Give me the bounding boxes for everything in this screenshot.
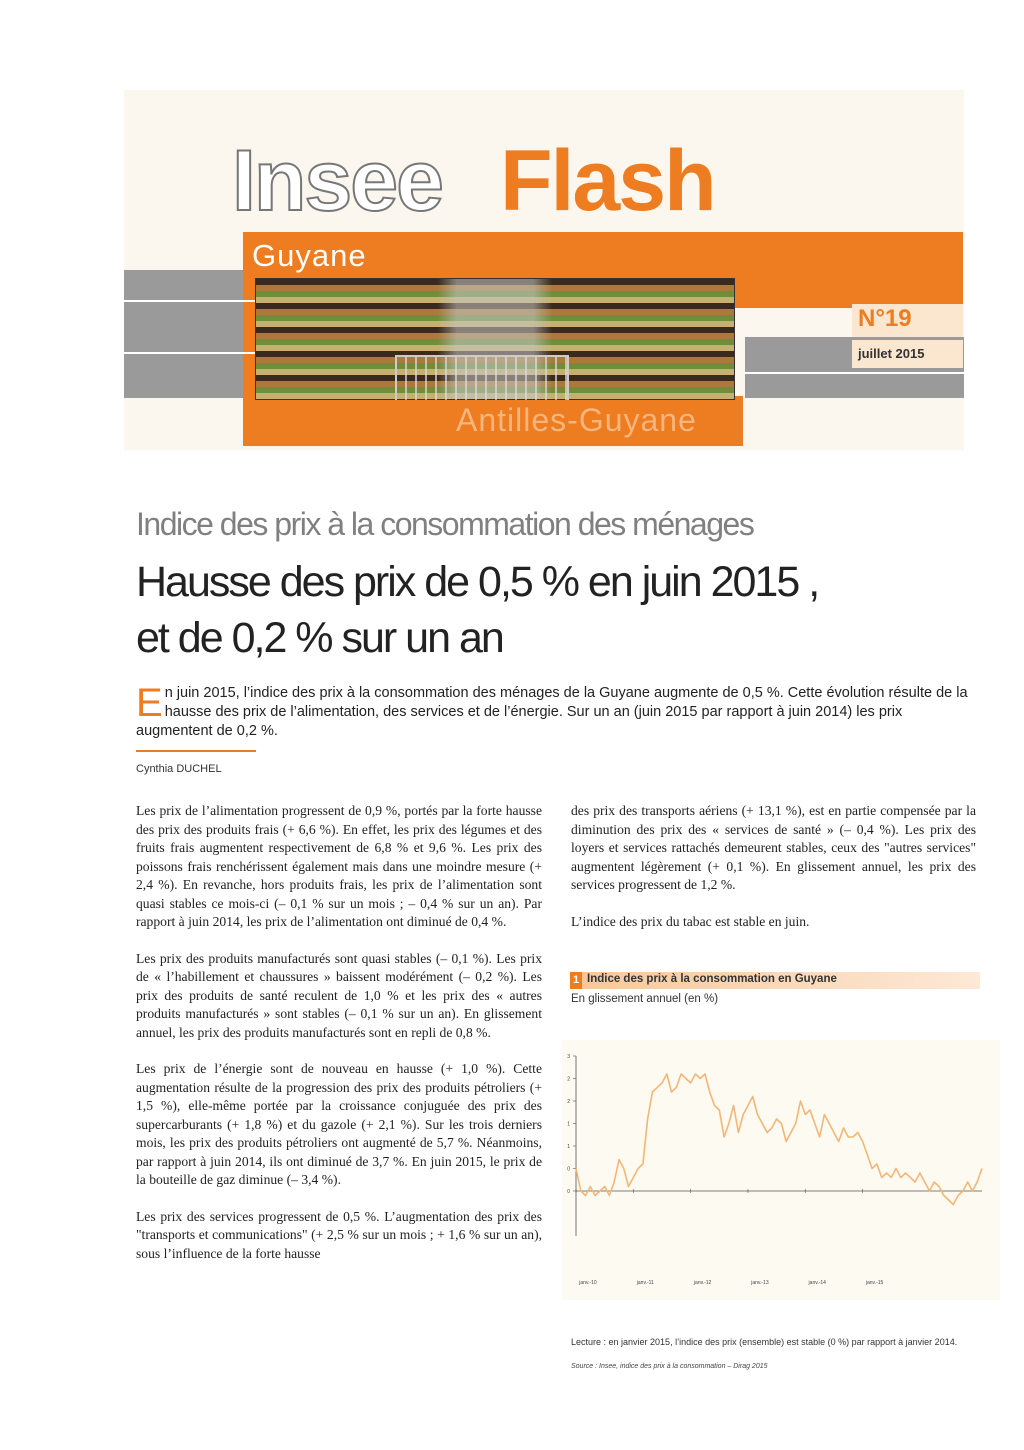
issue-number: N°19	[858, 305, 912, 332]
header-rule	[124, 300, 255, 302]
x-tick-label: janv.-13	[751, 1280, 769, 1286]
y-tick-label: 2	[567, 1076, 570, 1083]
series-line	[576, 1074, 982, 1205]
y-tick-label: 1	[567, 1144, 570, 1150]
header-directorate: Antilles-Guyane	[456, 402, 697, 438]
logo-insee: Insee	[232, 133, 442, 229]
y-tick-label: 2	[567, 1099, 570, 1105]
article-lead	[136, 681, 976, 741]
article-title-line2: et de 0,2 % sur un an	[136, 614, 503, 662]
figure-number: 1	[570, 972, 582, 989]
figure-note: Lecture : en janvier 2015, l’indice des prix (ensemble) est stable (0 %) par rapport à janvier 2014.	[571, 1337, 958, 1347]
y-tick-label: 0	[567, 1166, 570, 1173]
x-tick-label: janv.-14	[808, 1280, 826, 1286]
header-rule	[124, 352, 255, 354]
drop-cap: E	[136, 681, 163, 725]
cpi-line-chart	[562, 1040, 1000, 1300]
figure-subtitle: En glissement annuel (en %)	[571, 993, 719, 1005]
y-tick-label: 3	[567, 1054, 570, 1060]
header-rule	[745, 372, 964, 374]
paragraph-energie: Les prix de l’énergie sont de nouveau en hausse (+ 1,0 %). Cette augmentation résulte de la progression des prix des produits pétroliers (+ 1,5 %), elle-même portée par la croissance conjuguée des prix des supercarburants (+ 1,8 %) et du gazole (+ 2,1 %). Sur les trois derniers mois, les prix des produits pétroliers ont augmenté de 5,7 %. Néanmoins, par rapport à juin 2014, ils ont diminué de 3,7 %. En juin 2015, le prix de la bouteille de gaz diminue (– 3,4 %).	[136, 1061, 542, 1187]
x-tick-label: janv.-15	[865, 1280, 884, 1286]
figure-title: Indice des prix à la consommation en Guyane	[587, 973, 837, 985]
article-title-line1: Hausse des prix de 0,5 % en juin 2015 ,	[136, 558, 819, 606]
x-tick-label: janv.-12	[693, 1280, 712, 1286]
paragraph-services-cont: des prix des transports aériens (+ 13,1 %), est en partie compensée par la diminution des prix des « services de santé » (– 0,4 %). Les prix des loyers et services rattachés demeurent stables, ceux des "autres services" augmentent légèrement (+ 0,1 %). En glissement annuel, les prix des services progressent de 1,2 %.	[571, 803, 976, 892]
lead-text: n juin 2015, l’indice des prix à la consommation des ménages de la Guyane augmente de 0,5 %. Cette évolution résulte de la hausse des prix de l’alimentation, des services et de l’énergie. Sur un an (juin 2015 par rapport à juin 2014) les prix augmentent de 0,2 %.	[136, 685, 968, 739]
issue-date: juillet 2015	[858, 346, 925, 361]
paragraph-tabac: L’indice des prix du tabac est stable en juin.	[571, 913, 810, 929]
paragraph-manufactures: Les prix des produits manufacturés sont quasi stables (– 0,1 %). Les prix de « l’habillement et chaussures » baissent modérément (– 0,2 %). Les prix des produits de santé reculent de 1,0 % et les prix des « autres produits manufacturés » sont stables (– 0,1 % sur un an). En glissement annuel, les prix des produits manufacturés sont en repli de 0,8 %.	[136, 950, 542, 1040]
shopping-cart-icon	[395, 355, 569, 400]
x-tick-label: janv.-10	[579, 1280, 597, 1286]
article-title	[136, 554, 836, 666]
body-column-left	[136, 802, 542, 1281]
author: Cynthia DUCHEL	[136, 763, 222, 775]
x-tick-label: janv.-11	[636, 1280, 654, 1286]
lead-rule	[136, 750, 256, 752]
header-region: Guyane	[252, 238, 367, 273]
body-column-right	[571, 802, 976, 949]
paragraph-alimentation: Les prix de l’alimentation progressent de 0,9 %, portés par la forte hausse des prix des produits frais (+ 6,6 %). En effet, les prix des légumes et des fruits frais augmentent respectivement de 6,8 % et 9,6 %. Les prix des poissons frais renchérissent également mais dans une moindre mesure (+ 2,4 %). En revanche, hors produits frais, les prix de l’alimentation sont quasi stables ce mois-ci (– 0,1 % sur un mois ; – 0,4 % sur un an). Par rapport à juin 2014, les prix de l’alimentation ont diminué de 0,4 %.	[136, 803, 542, 929]
paragraph-services: Les prix des services progressent de 0,5 %. L’augmentation des prix des "transports et communications" (+ 2,5 % sur un mois ; + 1,6 % sur un an), sous l’influence de la forte hausse	[136, 1208, 542, 1261]
header-gray-band-left	[124, 270, 254, 398]
article-subject: Indice des prix à la consommation des ménages	[136, 506, 754, 542]
y-tick-label: 0	[567, 1189, 570, 1195]
logo-flash: Flash	[500, 133, 715, 229]
y-tick-label: 1	[567, 1121, 570, 1128]
figure-source: Source : Insee, indice des prix à la consommation – Dirag 2015	[571, 1363, 768, 1370]
